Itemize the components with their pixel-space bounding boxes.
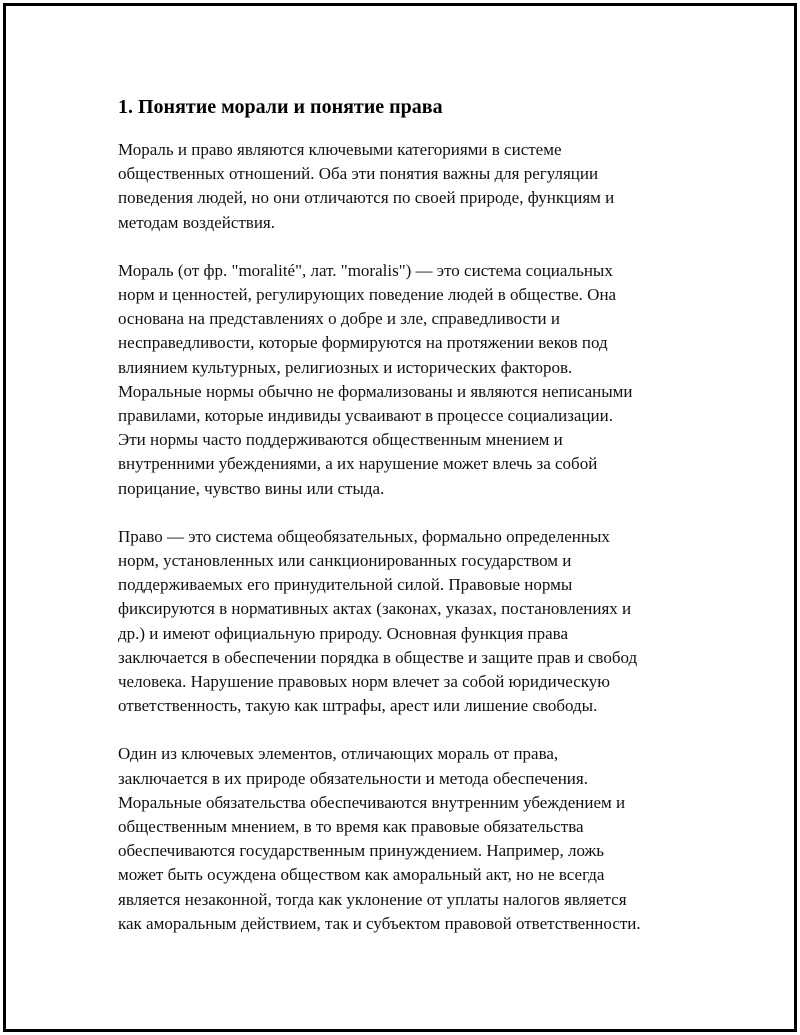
paragraph-difference: Один из ключевых элементов, отличающих мораль от права, заключается в их природе обязательности и метода обеспечения. Моральные обязательства обеспечиваются внутренним убеждением и общественным мнением, в то время как правовые обязательства обеспечиваются государственным принуждением. Например, ложь может быть осуждена обществом как аморальный акт, но не всегда является незаконной, тогда как уклонение от уплаты налогов является как аморальным действием, так и субъектом правовой ответственности.: [118, 744, 641, 933]
paragraph-morality: Мораль (от фр. "moralité", лат. "moralis") — это система социальных норм и ценностей, регулирующих поведение людей в обществе. Она основана на представлениях о добре и зле, справедливости и несправедливости, которые формируются на протяжении веков под влиянием культурных, религиозных и исторических факторов. Моральные нормы обычно не формализованы и являются неписаными правилами, которые индивиды усваивают в процессе социализации. Эти нормы часто поддерживаются общественным мнением и внутренними убеждениями, а их нарушение может влечь за собой порицание, чувство вины или стыда.: [118, 260, 633, 498]
paragraph-intro: Мораль и право являются ключевыми категориями в системе общественных отношений. Оба эти понятия важны для регуляции поведения людей, но они отличаются по своей природе, функциям и методам воздействия.: [118, 140, 615, 232]
section-heading: 1. Понятие морали и понятие права: [118, 96, 443, 118]
paragraph-law: Право — это система общеобязательных, формально определенных норм, установленных или санкционированных государством и поддерживаемых его принудительной силой. Правовые нормы фиксируются в нормативных актах (законах, указах, постановлениях и др.) и имеют официальную природу. Основная функция права заключается в обеспечении порядка в обществе и защите прав и свобод человека. Нарушение правовых норм влечет за собой юридическую ответственность, такую как штрафы, арест или лишение свободы.: [118, 526, 638, 716]
document-body: [118, 94, 718, 960]
